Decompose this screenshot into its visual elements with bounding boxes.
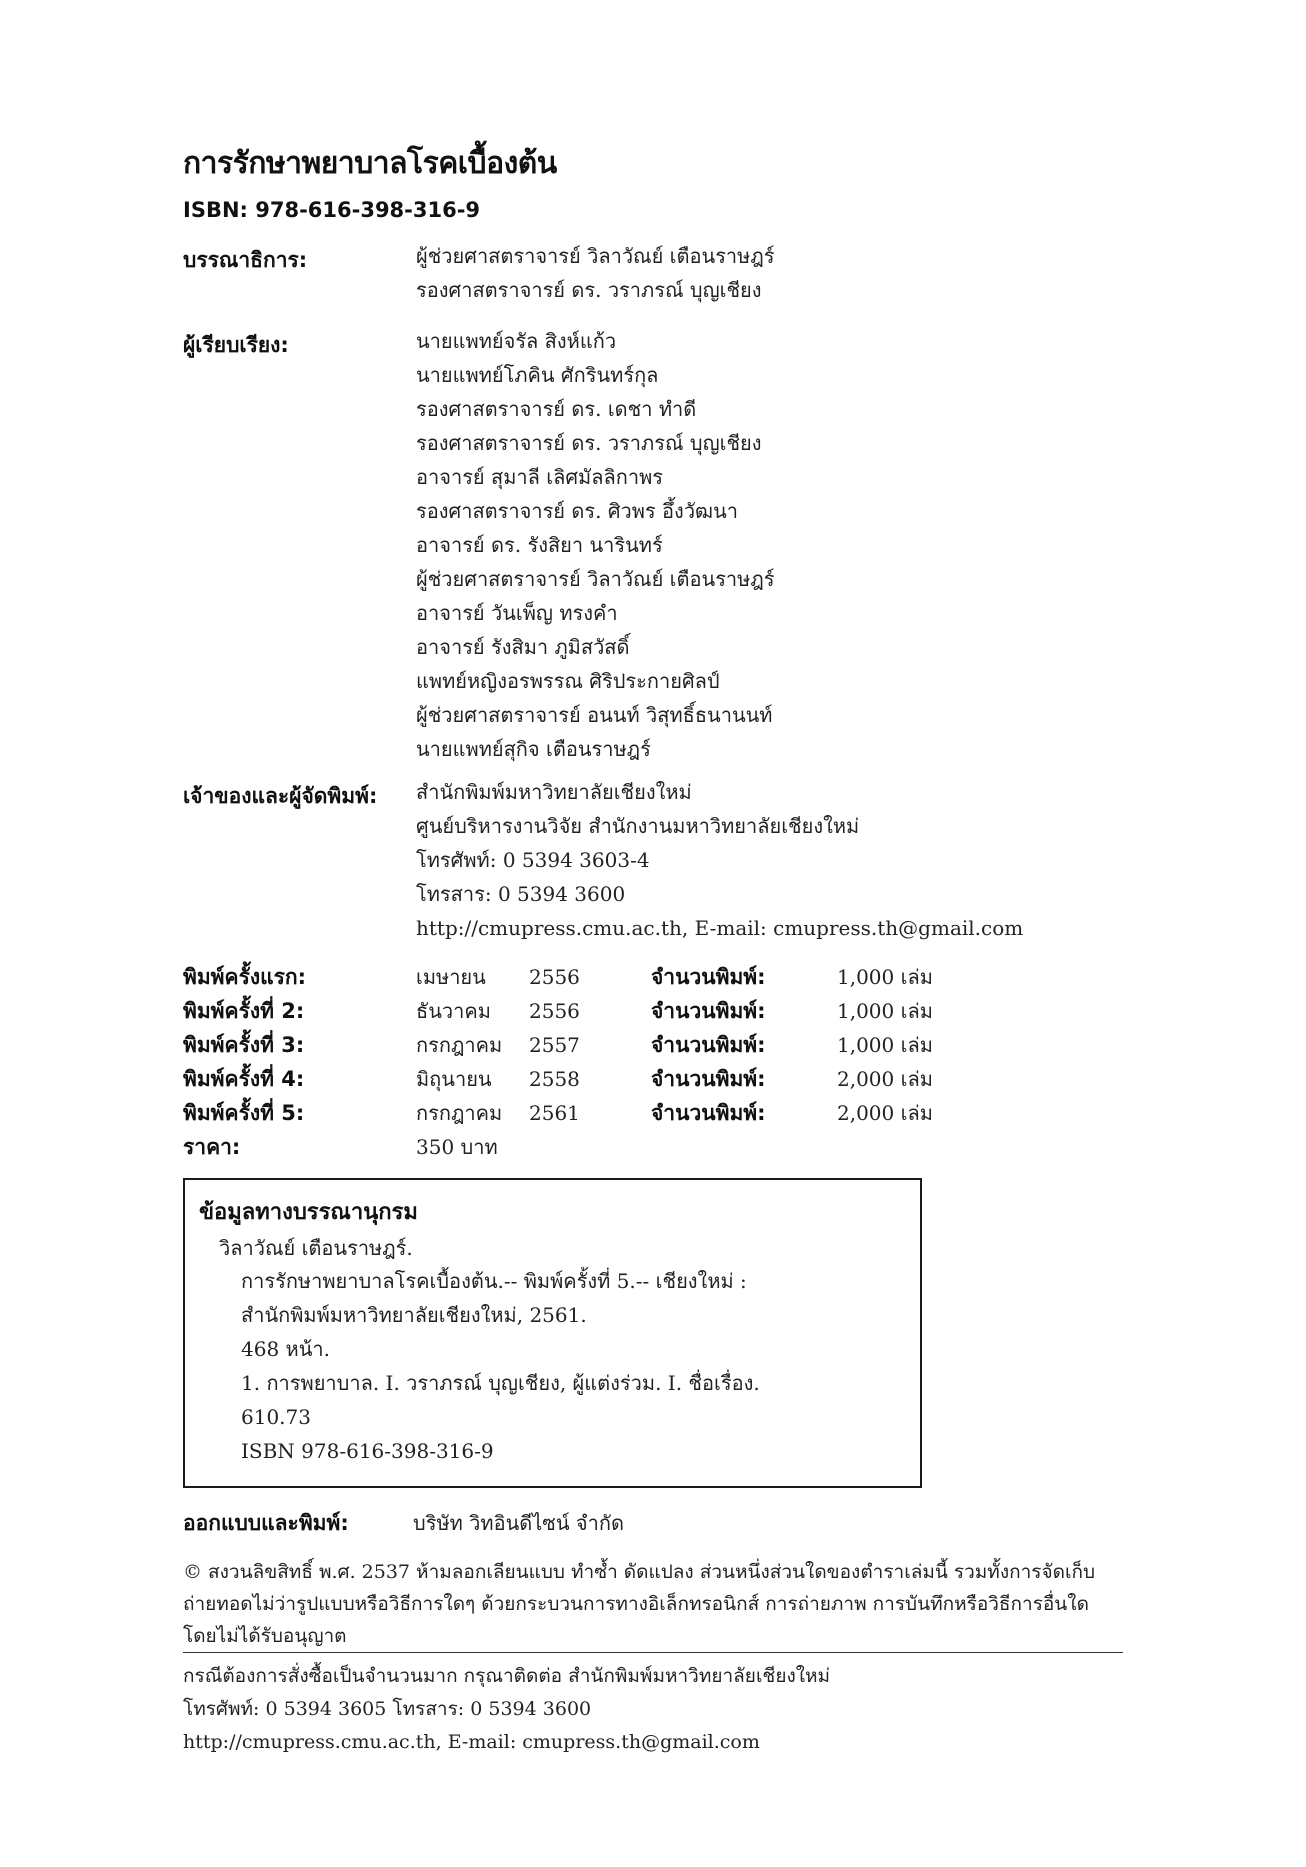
printing-row	[183, 994, 1083, 1028]
cataloging-title: ข้อมูลทางบรรณานุกรม	[199, 1200, 418, 1225]
editor-name: รองศาสตราจารย์ ดร. วราภรณ์ บุญเชียง	[416, 278, 762, 302]
publisher-label: เจ้าของและผู้จัดพิมพ์:	[183, 784, 378, 808]
printing-month: กรกฎาคม	[416, 1101, 503, 1125]
copyright-line: © สงวนลิขสิทธิ์ พ.ศ. 2537 ห้ามลอกเลียนแบบ ทำซ้ำ ดัดแปลง ส่วนหนึ่งส่วนใดของตำราเล่มนี้ รวมทั้งการจัดเก็บ	[183, 1561, 1096, 1583]
order-line: กรณีต้องการสั่งซื้อเป็นจำนวนมาก กรุณาติดต่อ สำนักพิมพ์มหาวิทยาลัยเชียงใหม่	[183, 1665, 831, 1687]
publisher-name: สำนักพิมพ์มหาวิทยาลัยเชียงใหม่	[416, 780, 692, 804]
print-count: 2,000 เล่ม	[837, 1101, 933, 1125]
compiler-name: รองศาสตราจารย์ ดร. ศิวพร อึ้งวัฒนา	[416, 499, 739, 523]
compiler-name: นายแพทย์โภคิน ศักรินทร์กุล	[416, 363, 659, 387]
printing-year: 2557	[529, 1033, 580, 1057]
cataloging-line: 468 หน้า.	[241, 1337, 330, 1361]
print-count-label: จำนวนพิมพ์:	[651, 965, 766, 989]
price-value: 350 บาท	[416, 1135, 498, 1159]
compiler-name: แพทย์หญิงอรพรรณ ศิริประกายศิลป์	[416, 669, 720, 693]
cataloging-box	[183, 1178, 922, 1488]
compiler-name: ผู้ช่วยศาสตราจารย์ วิลาวัณย์ เตือนราษฎร์	[416, 567, 775, 591]
price-row	[183, 1130, 883, 1164]
printing-year: 2556	[529, 999, 580, 1023]
printing-row	[183, 1028, 1083, 1062]
copyright-line: โดยไม่ได้รับอนุญาต	[183, 1625, 347, 1647]
price-label: ราคา:	[183, 1135, 241, 1159]
print-count: 1,000 เล่ม	[837, 999, 933, 1023]
cataloging-lines	[241, 1264, 760, 1468]
copyright-notice	[183, 1556, 1123, 1652]
copyright-line: ถ่ายทอดไม่ว่ารูปแบบหรือวิธีการใดๆ ด้วยกระบวนการทางอิเล็กทรอนิกส์ การถ่ายภาพ การบันทึกหรือวิธีการอื่นใด	[183, 1593, 1089, 1615]
printing-month: มิถุนายน	[416, 1067, 492, 1091]
compiler-name: อาจารย์ วันเพ็ญ ทรงคำ	[416, 601, 618, 625]
print-count-label: จำนวนพิมพ์:	[651, 999, 766, 1023]
compilers-list	[416, 324, 775, 766]
divider	[183, 1652, 1123, 1653]
design-row	[183, 1506, 983, 1540]
publisher-unit: ศูนย์บริหารงานวิจัย สำนักงานมหาวิทยาลัยเชียงใหม่	[416, 814, 860, 838]
order-line: http://cmupress.cmu.ac.th, E-mail: cmupress.th@gmail.com	[183, 1731, 760, 1753]
compiler-name: รองศาสตราจารย์ ดร. เดชา ทำดี	[416, 397, 697, 421]
cataloging-line: 1. การพยาบาล. I. วราภรณ์ บุญเชียง, ผู้แต่งร่วม. I. ชื่อเรื่อง.	[241, 1371, 760, 1395]
print-count: 1,000 เล่ม	[837, 1033, 933, 1057]
isbn-line: ISBN: 978-616-398-316-9	[183, 198, 481, 222]
cataloging-line: ISBN 978-616-398-316-9	[241, 1439, 494, 1463]
printing-label: พิมพ์ครั้งที่ 2:	[183, 999, 305, 1023]
publisher-web-email: http://cmupress.cmu.ac.th, E-mail: cmupress.th@gmail.com	[416, 916, 1024, 940]
publisher-fax: โทรสาร: 0 5394 3600	[416, 882, 626, 906]
publisher-info	[416, 775, 1023, 945]
print-count: 2,000 เล่ม	[837, 1067, 933, 1091]
editors-label: บรรณาธิการ:	[183, 248, 308, 272]
cataloging-author: วิลาวัณย์ เตือนราษฎร์.	[219, 1236, 413, 1260]
printing-label: พิมพ์ครั้งแรก:	[183, 965, 307, 989]
compiler-name: รองศาสตราจารย์ ดร. วราภรณ์ บุญเชียง	[416, 431, 762, 455]
print-count-label: จำนวนพิมพ์:	[651, 1101, 766, 1125]
order-info	[183, 1660, 830, 1759]
print-count-label: จำนวนพิมพ์:	[651, 1033, 766, 1057]
printing-year: 2561	[529, 1101, 580, 1125]
printing-history	[183, 960, 1083, 1130]
printing-month: เมษายน	[416, 965, 486, 989]
printing-label: พิมพ์ครั้งที่ 3:	[183, 1033, 305, 1057]
editor-name: ผู้ช่วยศาสตราจารย์ วิลาวัณย์ เตือนราษฎร์	[416, 244, 775, 268]
compiler-name: อาจารย์ ดร. รังสิยา นารินทร์	[416, 533, 663, 557]
compiler-name: อาจารย์ สุมาลี เลิศมัลลิกาพร	[416, 465, 663, 489]
cataloging-line: สำนักพิมพ์มหาวิทยาลัยเชียงใหม่, 2561.	[241, 1303, 587, 1327]
printing-year: 2556	[529, 965, 580, 989]
printing-row	[183, 1096, 1083, 1130]
compiler-name: นายแพทย์จรัล สิงห์แก้ว	[416, 329, 617, 353]
cataloging-line: 610.73	[241, 1405, 311, 1429]
publisher-phone: โทรศัพท์: 0 5394 3603-4	[416, 848, 650, 872]
order-line: โทรศัพท์: 0 5394 3605 โทรสาร: 0 5394 3600	[183, 1698, 592, 1720]
compiler-name: ผู้ช่วยศาสตราจารย์ อนนท์ วิสุทธิ์ธนานนท์	[416, 703, 773, 727]
printing-year: 2558	[529, 1067, 580, 1091]
design-value: บริษัท วิทอินดีไซน์ จำกัด	[413, 1511, 624, 1535]
design-label: ออกแบบและพิมพ์:	[183, 1511, 349, 1535]
compiler-name: นายแพทย์สุกิจ เตือนราษฎร์	[416, 737, 651, 761]
compilers-label: ผู้เรียบเรียง:	[183, 333, 289, 357]
printing-label: พิมพ์ครั้งที่ 5:	[183, 1101, 305, 1125]
print-count-label: จำนวนพิมพ์:	[651, 1067, 766, 1091]
printing-row	[183, 960, 1083, 994]
editors-list	[416, 239, 775, 307]
book-title: การรักษาพยาบาลโรคเบื้องต้น	[183, 146, 557, 181]
print-count: 1,000 เล่ม	[837, 965, 933, 989]
printing-label: พิมพ์ครั้งที่ 4:	[183, 1067, 305, 1091]
printing-month: ธันวาคม	[416, 999, 491, 1023]
compiler-name: อาจารย์ รังสิมา ภูมิสวัสดิ์	[416, 635, 630, 659]
printing-row	[183, 1062, 1083, 1096]
cataloging-line: การรักษาพยาบาลโรคเบื้องต้น.-- พิมพ์ครั้งที่ 5.-- เชียงใหม่ :	[241, 1269, 747, 1293]
printing-month: กรกฎาคม	[416, 1033, 503, 1057]
